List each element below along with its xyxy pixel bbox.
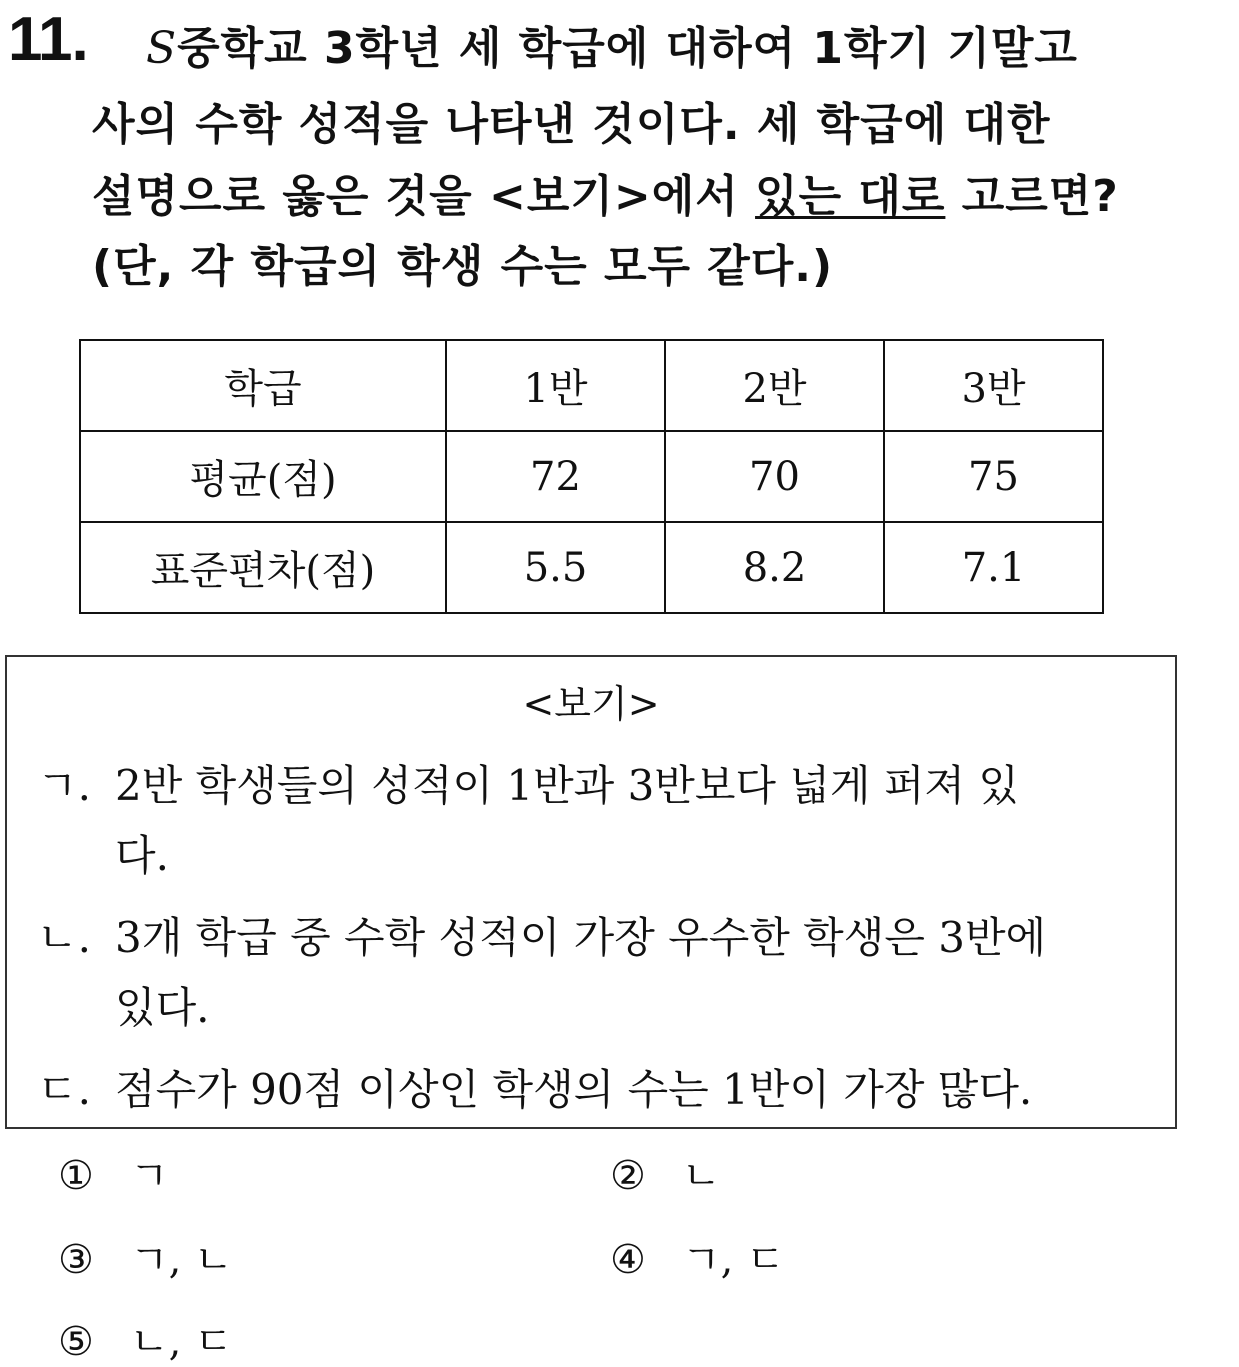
choice-5[interactable] [58, 1310, 233, 1367]
choice-number: ① [58, 1153, 94, 1199]
choice-4[interactable] [610, 1228, 785, 1285]
choice-3[interactable] [58, 1228, 233, 1285]
choice-text: ㄱ, ㄷ [682, 1237, 785, 1283]
table-cell: 평균(점) [80, 431, 446, 522]
table-cell: 75 [884, 431, 1103, 522]
bogi-item-giyeok [37, 753, 1019, 813]
table-header-cell: 3반 [884, 340, 1103, 431]
table-header-cell: 2반 [665, 340, 884, 431]
bogi-item-nieun [37, 905, 1046, 965]
score-table [79, 339, 1104, 614]
table-cell: 표준편차(점) [80, 522, 446, 613]
choice-text: ㄴ [682, 1153, 721, 1199]
question-line-4: (단, 각 학급의 학생 수는 모두 같다.) [92, 241, 834, 292]
bogi-item-text: 2반 학생들의 성적이 1반과 3반보다 넓게 퍼져 있 [115, 761, 1019, 810]
question-line-3-b: 고르면? [945, 171, 1119, 222]
question-line-3 [92, 160, 1119, 224]
question-number: 11. [8, 5, 88, 74]
question-line-1 [146, 12, 1078, 76]
choice-text: ㄱ, ㄴ [130, 1237, 233, 1283]
table-row-mean [80, 431, 1103, 522]
choice-number: ③ [58, 1237, 94, 1283]
choice-1[interactable] [58, 1144, 169, 1201]
choice-text: ㄱ [130, 1153, 169, 1199]
choice-text: ㄴ, ㄷ [130, 1319, 233, 1365]
bogi-marker: ㄷ. [37, 1065, 91, 1114]
bogi-marker: ㄴ. [37, 913, 91, 962]
choice-number: ② [610, 1153, 646, 1199]
school-letter: S [146, 23, 178, 74]
table-cell: 70 [665, 431, 884, 522]
choice-2[interactable] [610, 1144, 721, 1201]
bogi-title: <보기> [522, 682, 660, 726]
bogi-item-continuation: 다. [115, 831, 169, 880]
table-header-cell: 학급 [80, 340, 446, 431]
choice-number: ④ [610, 1237, 646, 1283]
table-cell: 5.5 [446, 522, 665, 613]
choice-number: ⑤ [58, 1319, 94, 1365]
table-row-stddev [80, 522, 1103, 613]
bogi-box [5, 655, 1177, 1129]
underlined-phrase: 있는 대로 [755, 171, 946, 222]
table-header-cell: 1반 [446, 340, 665, 431]
table-cell: 7.1 [884, 522, 1103, 613]
bogi-marker: ㄱ. [37, 761, 91, 810]
question-line-1-text: 중학교 3학년 세 학급에 대하여 1학기 기말고 [177, 23, 1078, 74]
bogi-item-text: 점수가 90점 이상인 학생의 수는 1반이 가장 많다. [115, 1065, 1033, 1114]
bogi-item-digeut [37, 1057, 1032, 1117]
question-line-2: 사의 수학 성적을 나타낸 것이다. 세 학급에 대한 [92, 99, 1051, 150]
table-cell: 72 [446, 431, 665, 522]
question-line-3-a: 설명으로 옳은 것을 <보기>에서 [92, 171, 756, 222]
table-header-row [80, 340, 1103, 431]
bogi-item-continuation: 있다. [115, 983, 210, 1032]
bogi-item-text: 3개 학급 중 수학 성적이 가장 우수한 학생은 3반에 [115, 913, 1047, 962]
table-cell: 8.2 [665, 522, 884, 613]
